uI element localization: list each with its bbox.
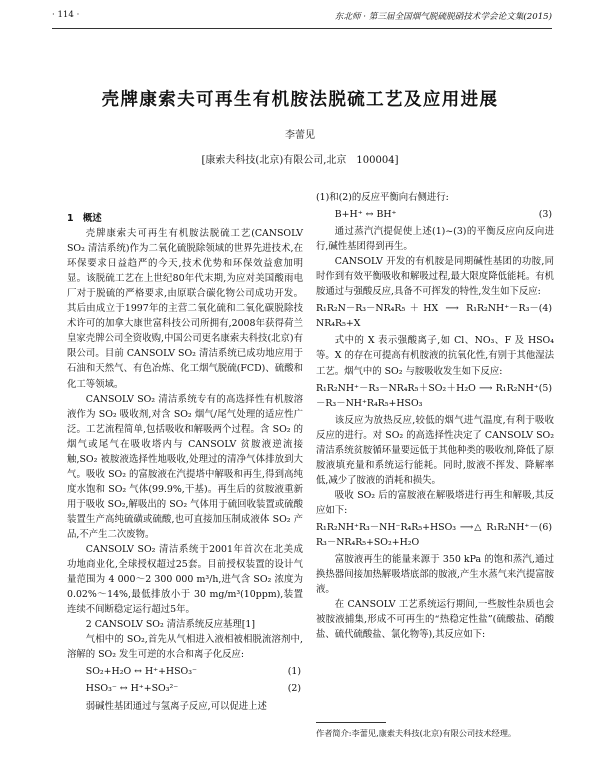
page-number: · 114 · [52,10,80,20]
paragraph: 式中的 X 表示强酸离子,如 Cl、NO₃、F 及 HSO₄ 等。X 的存在可提高有机胺液的抗氧化性,有别于其他湿法工艺。烟气中的 SO₂ 与胺吸收发生如下反应: [316,335,554,377]
running-title: 东北师 · 第三届全国烟气脱硫脱硝技术学会论文集(2015) [334,12,552,22]
footnote: 作者简介:李蕾见,康索夫科技(北京)有限公司技术经理。 [316,728,517,738]
paragraph: 气相中的 SO₂,首先从气相进入液相被相脱流溶剂中,溶解的 SO₂ 发生可逆的水合和离子化反应: [67,634,303,661]
paragraph: 通过蒸汽汽提促使上述(1)~(3)的平衡反应向反向进行,碱性基团得到再生。 [316,226,554,253]
running-header [52,10,552,24]
equation-body: HSO₃⁻ ↔ H⁺+SO₃²⁻ [85,683,179,695]
equation-number: (4) [538,303,552,315]
paragraph: CANSOLV SO₂ 清洁系统专有的高选择性有机胺溶液作为 SO₂ 吸收剂,对含 SO₂ 烟气/尾气处理的适应性广泛。工艺流程简单,包括吸收和解吸两个过程。含 SO₂ 的烟气或尾气在吸收塔内与 CANSOLV 贫胺液逆流接触,SO₂ 被胺液选择性地吸收,处理过的清净气体排放到大气。吸收 SO₂ 的富胺液在汽提塔中解吸和再生,得到高纯度水饱和 SO₂ 气体(99.9%,干基)。再生后的贫胺液重新用于吸收 SO₂,解吸出的 SO₂ 气体用于硫回收装置或硫酸装置生产高纯硫磺或硫酸,也可直接加压制成液体 SO₂ 产品,不产生二次废物。 [67,393,303,540]
equation-body: R₁R₂NH⁺－R₃－NR₄R₅＋SO₂＋H₂O ⟶ R₁R₂NH⁺－R₃－NH⁺R₄R₅+HSO₃ [316,382,539,409]
paragraph: 在 CANSOLV 工艺系统运行期间,一些胺性杂质也会被胺液捕集,形成不可再生的“热稳定性盐”(硫酸盐、硝酸盐、硫代硫酸盐、氯化物等),其反应如下: [316,599,554,641]
paragraph: CANSOLV 开发的有机胺是同期碱性基团的功胺,同时作到有效平衡吸收和解吸过程,最大限度降低能耗。有机胺通过与强酸反应,具备不可挥发的特性,发生如下反应: [316,256,554,298]
author: 李蕾见 [285,130,315,141]
equation-body: B+H⁺ ↔ BH⁺ [334,209,397,221]
equation-number: (3) [538,209,552,221]
equation-body: R₁R₂N－R₃－NR₄R₅＋HX ⟶ R₁R₂NH⁺－R₃－NR₄R₅+X [316,303,539,330]
equation [316,381,554,411]
header-rule [52,28,552,29]
left-column [67,211,303,714]
article-title: 壳牌康索夫可再生有机胺法脱硫工艺及应用进展 [101,90,499,110]
paragraph: 壳牌康索夫可再生有机胺法脱硫工艺(CANSOLV SO₂ 清洁系统)作为二氧化硫脱除领域的世界先进技术,在环保要求日益趋严的今天,技术优势和环保效益愈加明显。该脱硫工艺在上世纪80年代末期,为应对美国酸雨电厂对于脱硫的严格要求,由原联合碳化物公司成功开发。其后由成立于1997年的主营二氧化硫和二氧化碳脱除技术许可的加拿大康世富科技公司所拥有,2008年获得荷兰皇家壳牌公司全资收购,中国公司更名康索夫科技(北京)有限公司。目前 CANSOLV SO₂ 清洁系统已成功地应用于石油和天然气、有色冶炼、化工烟气脱硫(FCD)、硫酸和化工等领域。 [67,228,303,390]
equation-number: (6) [538,521,552,533]
equation-body: R₁R₂NH⁺R₃－NH⁻R₄R₅+HSO₃ ⟶△ R₁R₂NH⁺－R₃－NR₄R₅+SO₂+H₂O [316,521,539,549]
equation-number: (2) [287,683,301,695]
paragraph: CANSOLV SO₂ 清洁系统于2001年首次在北美成功地商业化,全球授权超过25套。目前授权装置的设计气量范围为 4 000～2 300 000 m³/h,进气含 SO₂ 浓度为 0.02%～14%,最低排放小于 30 mg/m³(10ppm),装置连续不间断稳定运行超过5年。 [67,544,303,616]
paragraph: 吸收 SO₂ 后的富胺液在解吸塔进行再生和解吸,其反应如下: [316,489,554,516]
equation [316,520,554,550]
equation [67,681,303,696]
equation [316,207,554,222]
equation [67,664,303,679]
footnote-rule [316,722,386,723]
equation-body: SO₂+H₂O ↔ H⁺+HSO₃⁻ [85,666,197,678]
right-column [316,190,554,642]
paragraph: 弱碱性基团通过与氢离子反应,可以促进上述 [85,700,267,712]
equation-number: (1) [287,666,301,678]
section-heading: 1 概述 [67,213,102,224]
equation-number: (5) [538,382,552,394]
equation [316,301,554,331]
subsection-heading: 2 CANSOLV SO₂ 清洁系统反应基理[1] [85,619,255,631]
affiliation: [康索夫科技(北京)有限公司,北京 100004] [201,155,399,166]
paragraph: 该反应为放热反应,较低的烟气进气温度,有利于吸收反应的进行。对 SO₂ 的高选择性决定了 CANSOLV SO₂ 清洁系统贫胺循环量要远低于其他种类的吸收剂,降低了原胺液填充量和系统运行能耗。同时,胺液不挥发、降解率低,减少了胺液的消耗和损失。 [316,414,554,486]
paragraph: 富胺液再生的能量来源于 350 kPa 的饱和蒸汽,通过换热器间接加热解吸塔底部的胺液,产生水蒸气来汽提富胺液。 [316,554,554,596]
paragraph: (1)和(2)的反应平衡向右侧进行: [316,192,449,203]
